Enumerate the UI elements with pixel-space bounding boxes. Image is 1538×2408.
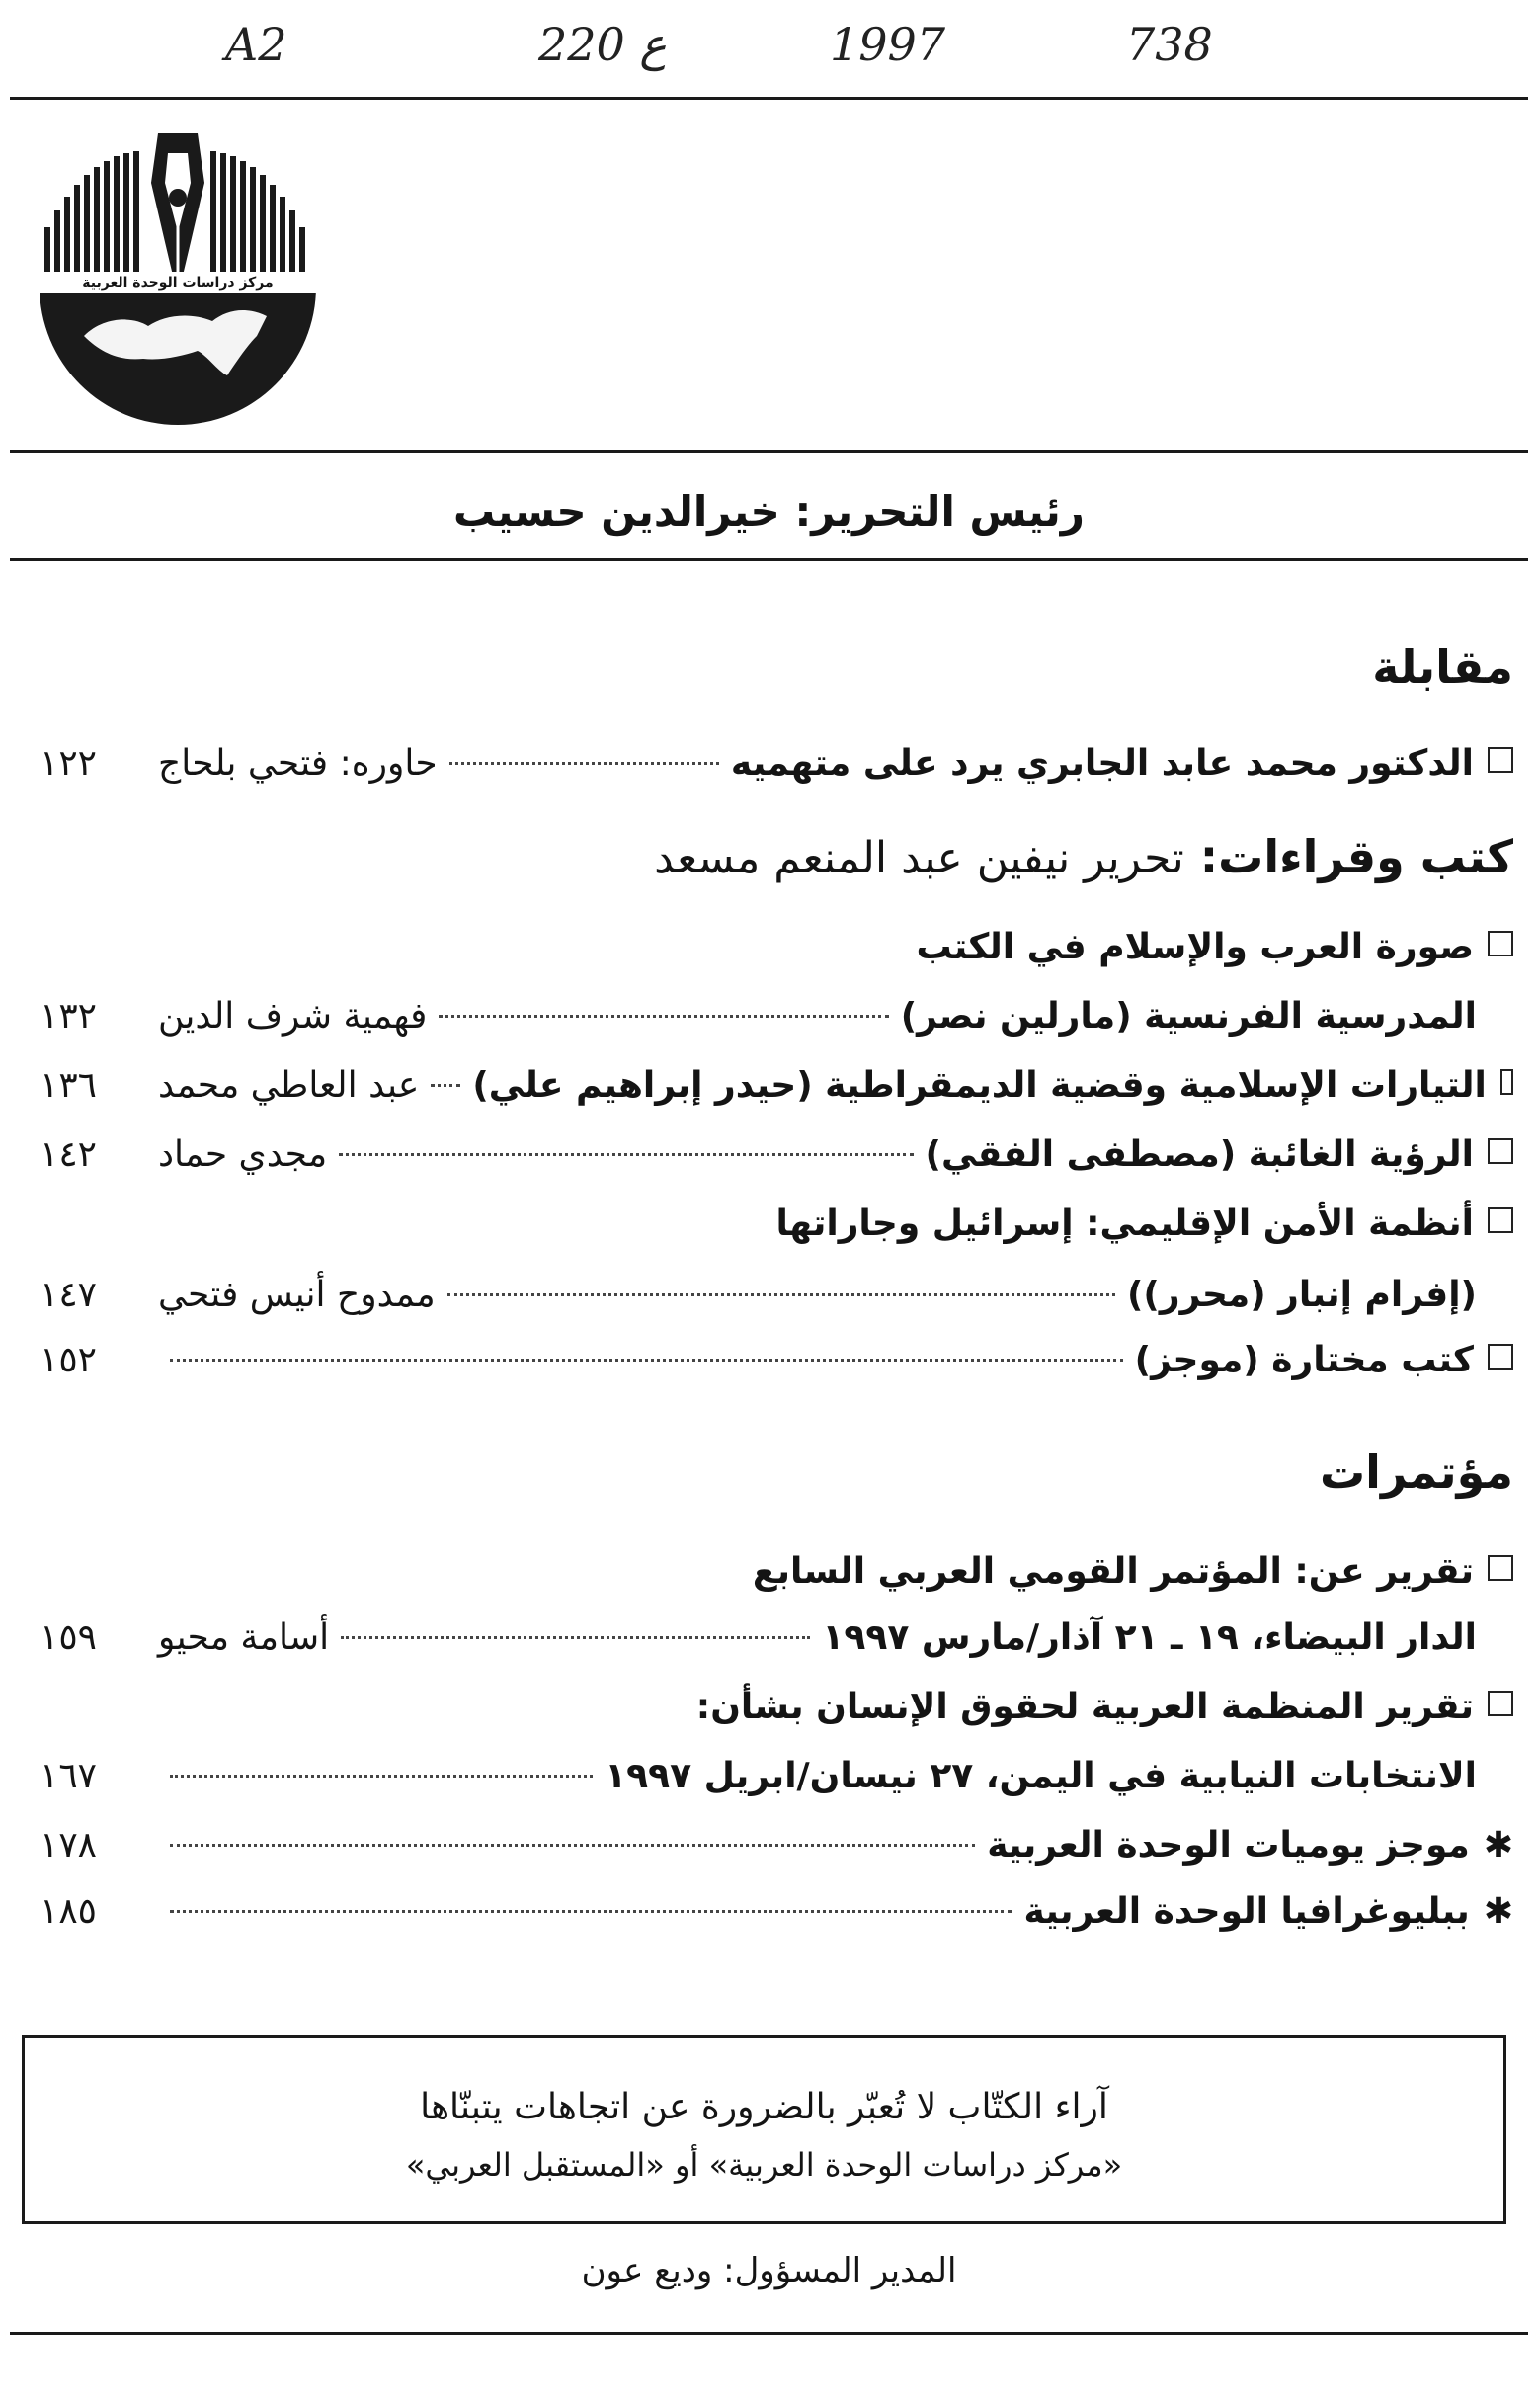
header-rule <box>10 450 1528 453</box>
checkbox-square-icon <box>1488 931 1513 956</box>
entry-title: أنظمة الأمن الإقليمي: إسرائيل وجاراتها <box>775 1204 1474 1244</box>
entry-title: موجز يوميات الوحدة العربية <box>987 1825 1470 1866</box>
dot-leader <box>170 1775 593 1778</box>
entry-page: ١٣٢ <box>40 996 98 1037</box>
managing-director-line: المدير المسؤول: وديع عون <box>581 2251 957 2290</box>
toc-entry[interactable] <box>40 1194 1513 1255</box>
dot-leader <box>447 1293 1115 1296</box>
entry-author: ممدوح أنيس فتحي <box>158 1275 436 1315</box>
entry-title: تقرير المنظمة العربية لحقوق الإنسان بشأن: <box>695 1687 1474 1727</box>
toc-entry[interactable] <box>40 917 1513 978</box>
entry-title: الدكتور محمد عابد الجابري يرد على متهميه <box>730 743 1474 784</box>
entry-title: ببليوغرافيا الوحدة العربية <box>1023 1891 1470 1932</box>
logo <box>25 124 331 430</box>
entry-page: ١٥٩ <box>40 1618 98 1658</box>
section-editor: تحرير نيفين عبد المنعم مسعد <box>654 833 1184 883</box>
entry-title: كتب مختارة (موجز) <box>1134 1340 1474 1380</box>
checkbox-square-icon <box>1488 1138 1513 1164</box>
toc-entry[interactable] <box>40 1541 1513 1603</box>
section-heading-books <box>654 822 1513 893</box>
bottom-rule <box>10 2332 1528 2335</box>
editor-in-chief-line: رئيس التحرير: خيرالدين حسيب <box>453 487 1085 536</box>
toc-entry[interactable] <box>40 1677 1513 1738</box>
toc-entry[interactable] <box>40 986 1477 1047</box>
checkbox-square-icon <box>1488 747 1513 773</box>
dot-leader <box>341 1636 810 1639</box>
dot-leader <box>439 1015 888 1018</box>
asterisk-icon: ✱ <box>1483 1825 1513 1866</box>
toc-entry[interactable] <box>40 1608 1477 1669</box>
entry-author: عبد العاطي محمد <box>158 1065 420 1106</box>
handwritten-note-c: 1997 <box>830 18 946 71</box>
entry-title: المدرسية الفرنسية (مارلين نصر) <box>900 996 1477 1037</box>
checkbox-square-icon <box>1488 1555 1513 1581</box>
toc-entry[interactable] <box>40 1881 1513 1943</box>
toc-entry[interactable] <box>40 1746 1477 1807</box>
entry-title: الانتخابات النيابية في اليمن، ٢٧ نيسان/ابريل ١٩٩٧ <box>605 1756 1477 1796</box>
handwritten-note-d: 738 <box>1126 18 1213 71</box>
entry-title: تقرير عن: المؤتمر القومي العربي السابع <box>752 1551 1474 1592</box>
logo-text: مركز دراسات الوحدة العربية <box>82 275 274 291</box>
section-title: مؤتمرات <box>1319 1446 1513 1499</box>
toc-entry[interactable] <box>40 1330 1513 1391</box>
section-heading-interview <box>1372 632 1513 702</box>
entry-page: ١٣٦ <box>40 1065 98 1106</box>
checkbox-square-icon <box>1488 1207 1513 1233</box>
entry-author: أسامة محيو <box>158 1618 330 1658</box>
handwritten-note-b: 220 ع <box>538 18 667 71</box>
dot-leader <box>431 1084 460 1087</box>
dot-leader <box>170 1359 1123 1362</box>
entry-page: ١٧٨ <box>40 1825 98 1866</box>
section-title: مقابلة <box>1372 640 1513 694</box>
editor-rule <box>10 558 1528 561</box>
entry-author: فهمية شرف الدين <box>158 996 428 1037</box>
toc-entry[interactable] <box>40 1055 1513 1117</box>
disclaimer-line-2: «مركز دراسات الوحدة العربية» أو «المستقبل العربي» <box>405 2146 1123 2184</box>
toc-entry[interactable] <box>40 1815 1513 1876</box>
entry-title: الدار البيضاء، ١٩ ـ ٢١ آذار/مارس ١٩٩٧ <box>822 1618 1477 1658</box>
entry-page: ١٥٢ <box>40 1340 98 1380</box>
checkbox-square-icon <box>1488 1344 1513 1370</box>
checkbox-square-icon <box>1500 1069 1513 1095</box>
dot-leader <box>170 1844 975 1847</box>
entry-page: ١٤٧ <box>40 1275 98 1315</box>
entry-author: مجدي حماد <box>158 1134 328 1175</box>
entry-page: ١٢٢ <box>40 743 98 784</box>
entry-page: ١٤٢ <box>40 1134 98 1175</box>
checkbox-square-icon <box>1488 1691 1513 1716</box>
disclaimer-box <box>22 2035 1506 2224</box>
dot-leader <box>449 762 719 765</box>
section-title: كتب وقراءات: <box>1199 830 1513 883</box>
entry-title: الرؤية الغائبة (مصطفى الفقي) <box>925 1134 1474 1175</box>
entry-title: التيارات الإسلامية وقضية الديمقراطية (حيدر إبراهيم علي) <box>472 1065 1487 1106</box>
handwritten-note-a: A2 <box>225 18 287 71</box>
toc-entry[interactable] <box>40 1265 1477 1326</box>
top-rule <box>10 97 1528 100</box>
entry-page: ١٨٥ <box>40 1891 98 1932</box>
disclaimer-line-1: آراء الكتّاب لا تُعبّر بالضرورة عن اتجاهات يتبنّاها <box>420 2087 1108 2127</box>
dot-leader <box>170 1910 1012 1913</box>
entry-page: ١٦٧ <box>40 1756 98 1796</box>
asterisk-icon: ✱ <box>1483 1891 1513 1932</box>
entry-author: حاوره: فتحي بلحاج <box>158 743 438 784</box>
dot-leader <box>339 1153 913 1156</box>
entry-title: (إفرام إنبار (محرر)) <box>1126 1275 1477 1315</box>
toc-entry-interview[interactable] <box>40 733 1513 794</box>
entry-title: صورة العرب والإسلام في الكتب <box>916 927 1474 967</box>
toc-entry[interactable] <box>40 1124 1513 1186</box>
section-heading-conferences <box>1320 1438 1513 1507</box>
